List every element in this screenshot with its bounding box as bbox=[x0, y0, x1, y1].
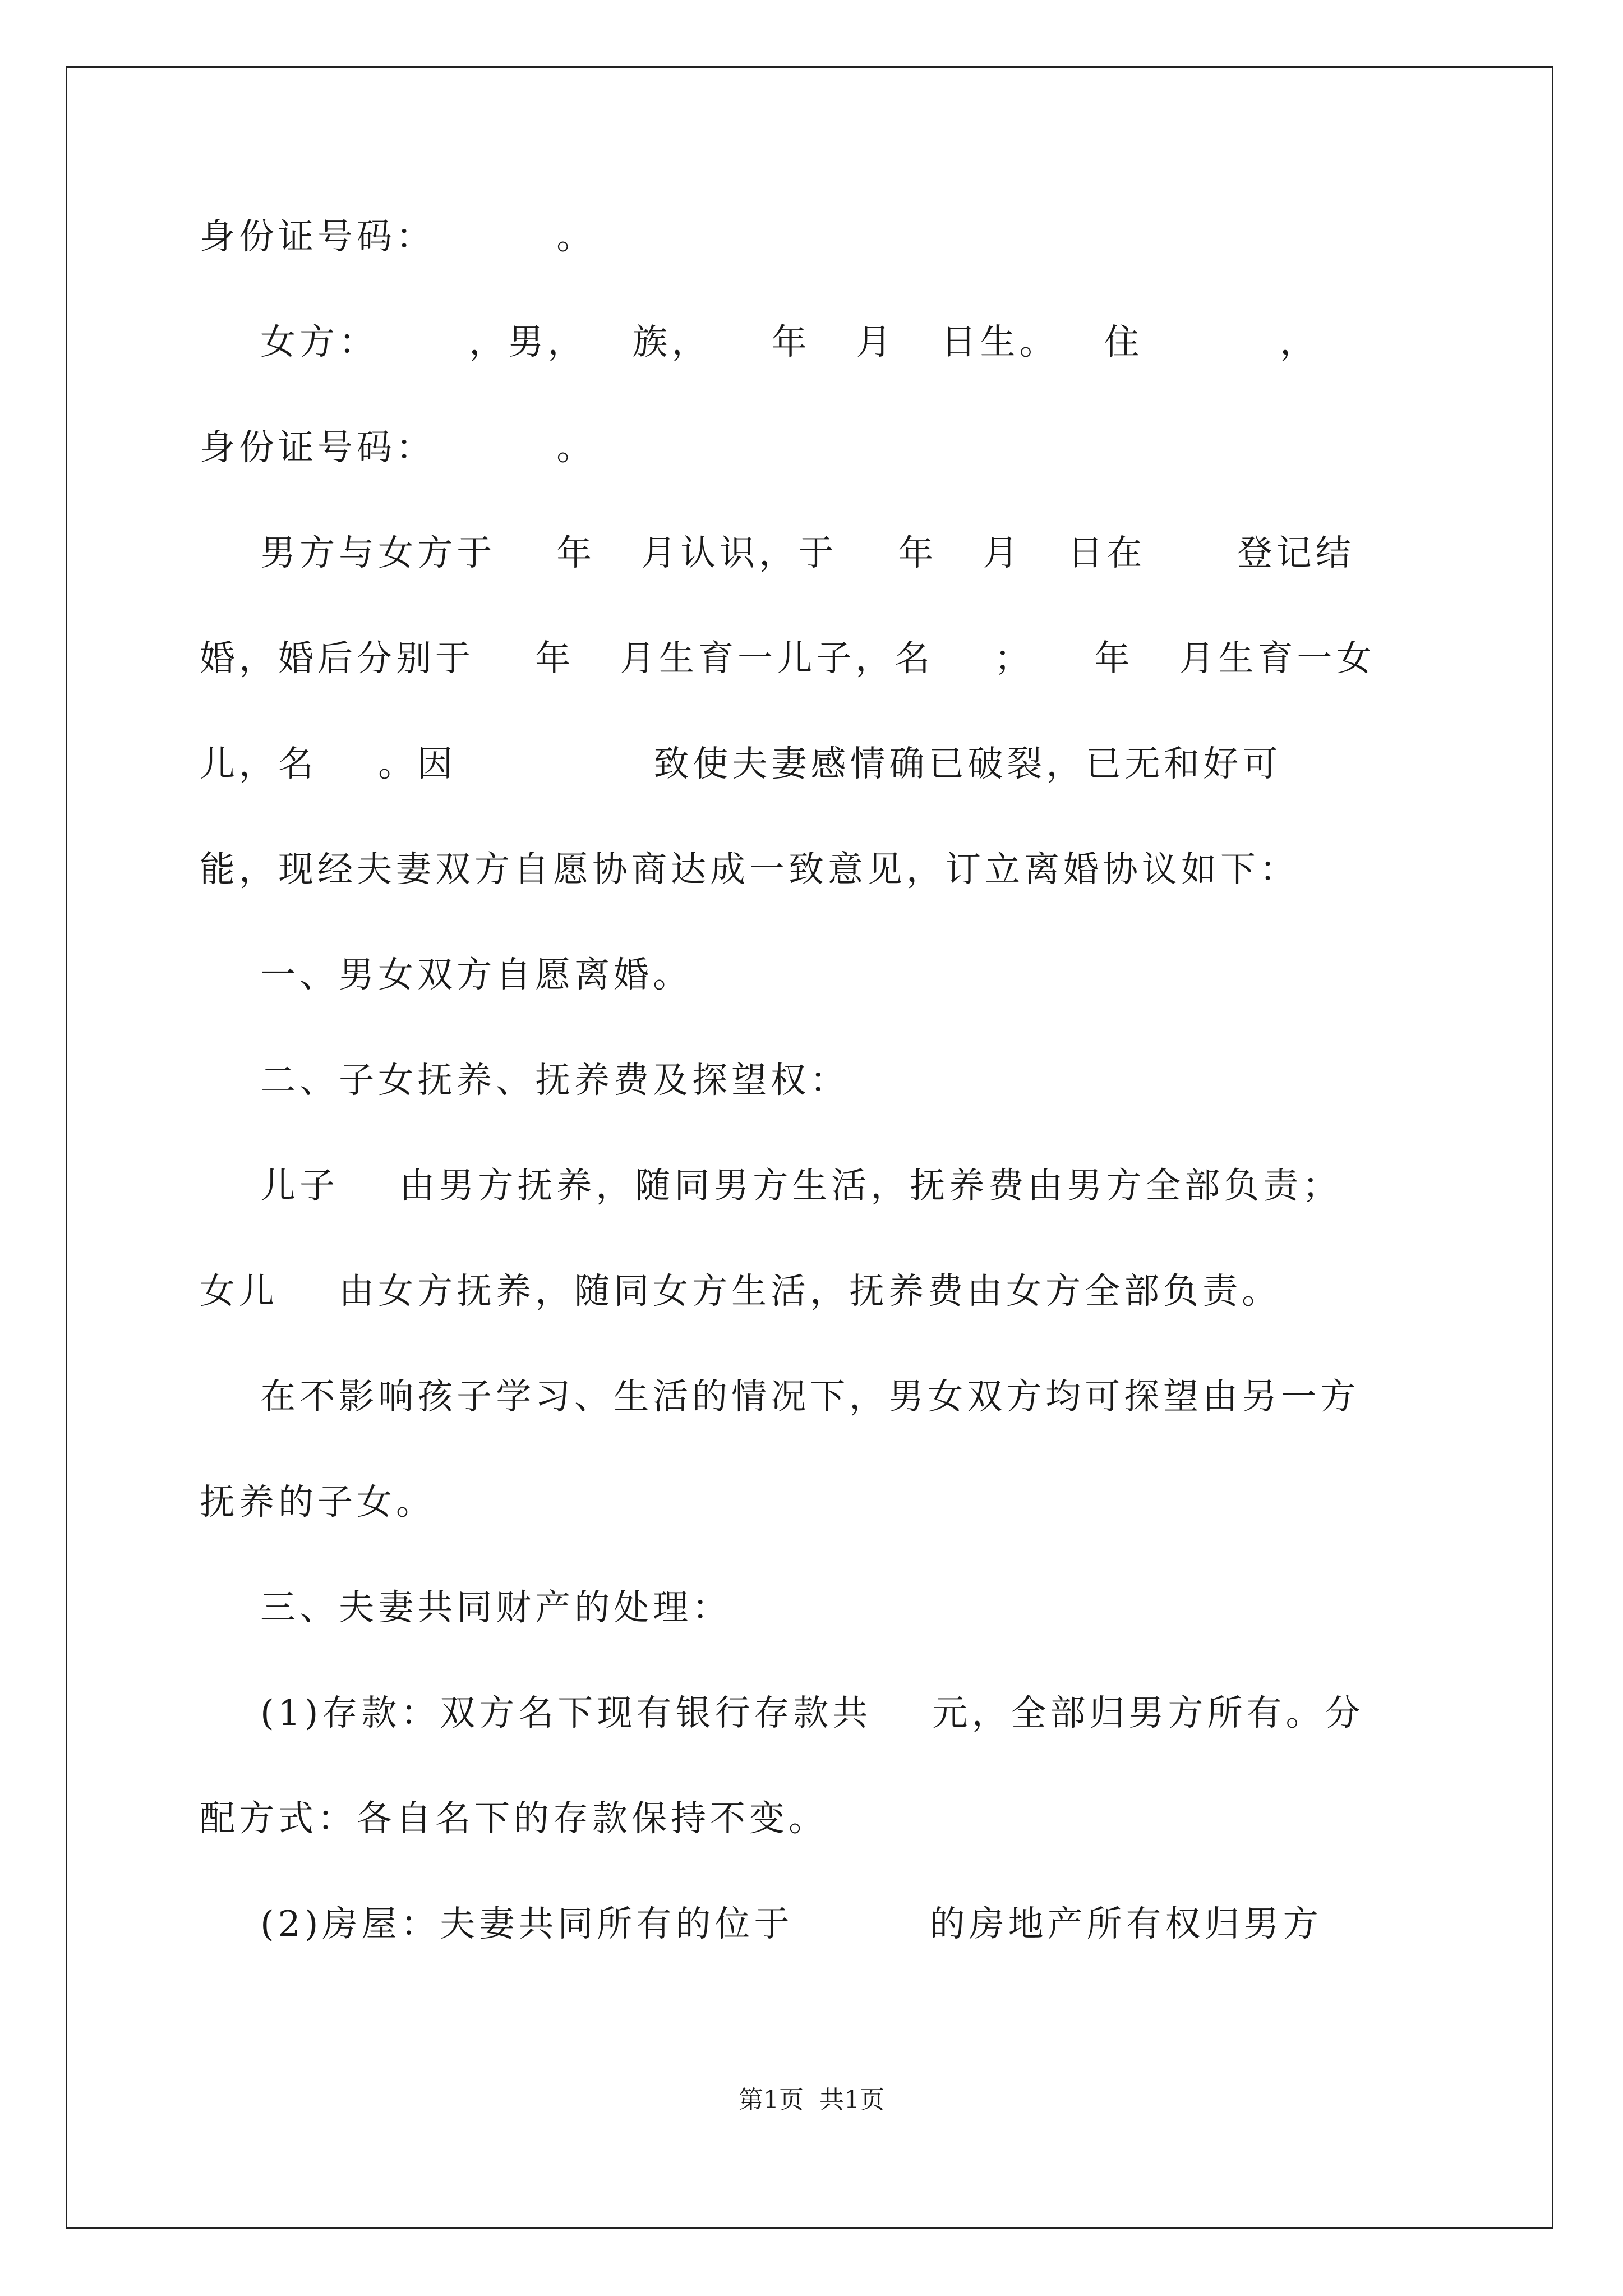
text-line: (2)房屋：夫妻共同所有的位于 的房地产所有权归男方 bbox=[200, 1903, 1322, 1944]
text-line: 二、子女抚养、抚养费及探望权： bbox=[200, 1060, 850, 1101]
text-line: 男方与女方于 年 月认识，于 年 月 日在 登记结 bbox=[200, 532, 1355, 573]
text-line: 儿子 由男方抚养，随同男方生活，抚养费由男方全部负责； bbox=[200, 1165, 1342, 1206]
text-line: 身份证号码： 。 bbox=[200, 216, 596, 257]
text-line: 婚，婚后分别于 年 月生育一儿子，名 ； 年 月生育一女 bbox=[200, 638, 1376, 679]
text-line: 配方式：各自名下的存款保持不变。 bbox=[200, 1798, 828, 1839]
text-line: 抚养的子女。 bbox=[200, 1481, 435, 1522]
text-line: 一、男女双方自愿离婚。 bbox=[200, 954, 693, 995]
text-line: 在不影响孩子学习、生活的情况下，男女双方均可探望由另一方 bbox=[200, 1376, 1360, 1417]
text-line: 女儿 由女方抚养，随同女方生活，抚养费由女方全部负责。 bbox=[200, 1271, 1281, 1312]
text-line: 女方： ，男， 族， 年 月 日生。 住 ， bbox=[200, 321, 1319, 362]
text-line: (1)存款：双方名下现有银行存款共 元，全部归男方所有。分 bbox=[200, 1692, 1364, 1733]
text-line: 儿，名 。因 致使夫妻感情确已破裂，已无和好可 bbox=[200, 743, 1282, 784]
text-line: 能，现经夫妻双方自愿协商达成一致意见，订立离婚协议如下： bbox=[200, 849, 1299, 890]
text-line: 三、夫妻共同财产的处理： bbox=[200, 1587, 732, 1628]
page-footer: 第1页 共1页 bbox=[739, 2086, 884, 2114]
text-line: 身份证号码： 。 bbox=[200, 427, 596, 468]
